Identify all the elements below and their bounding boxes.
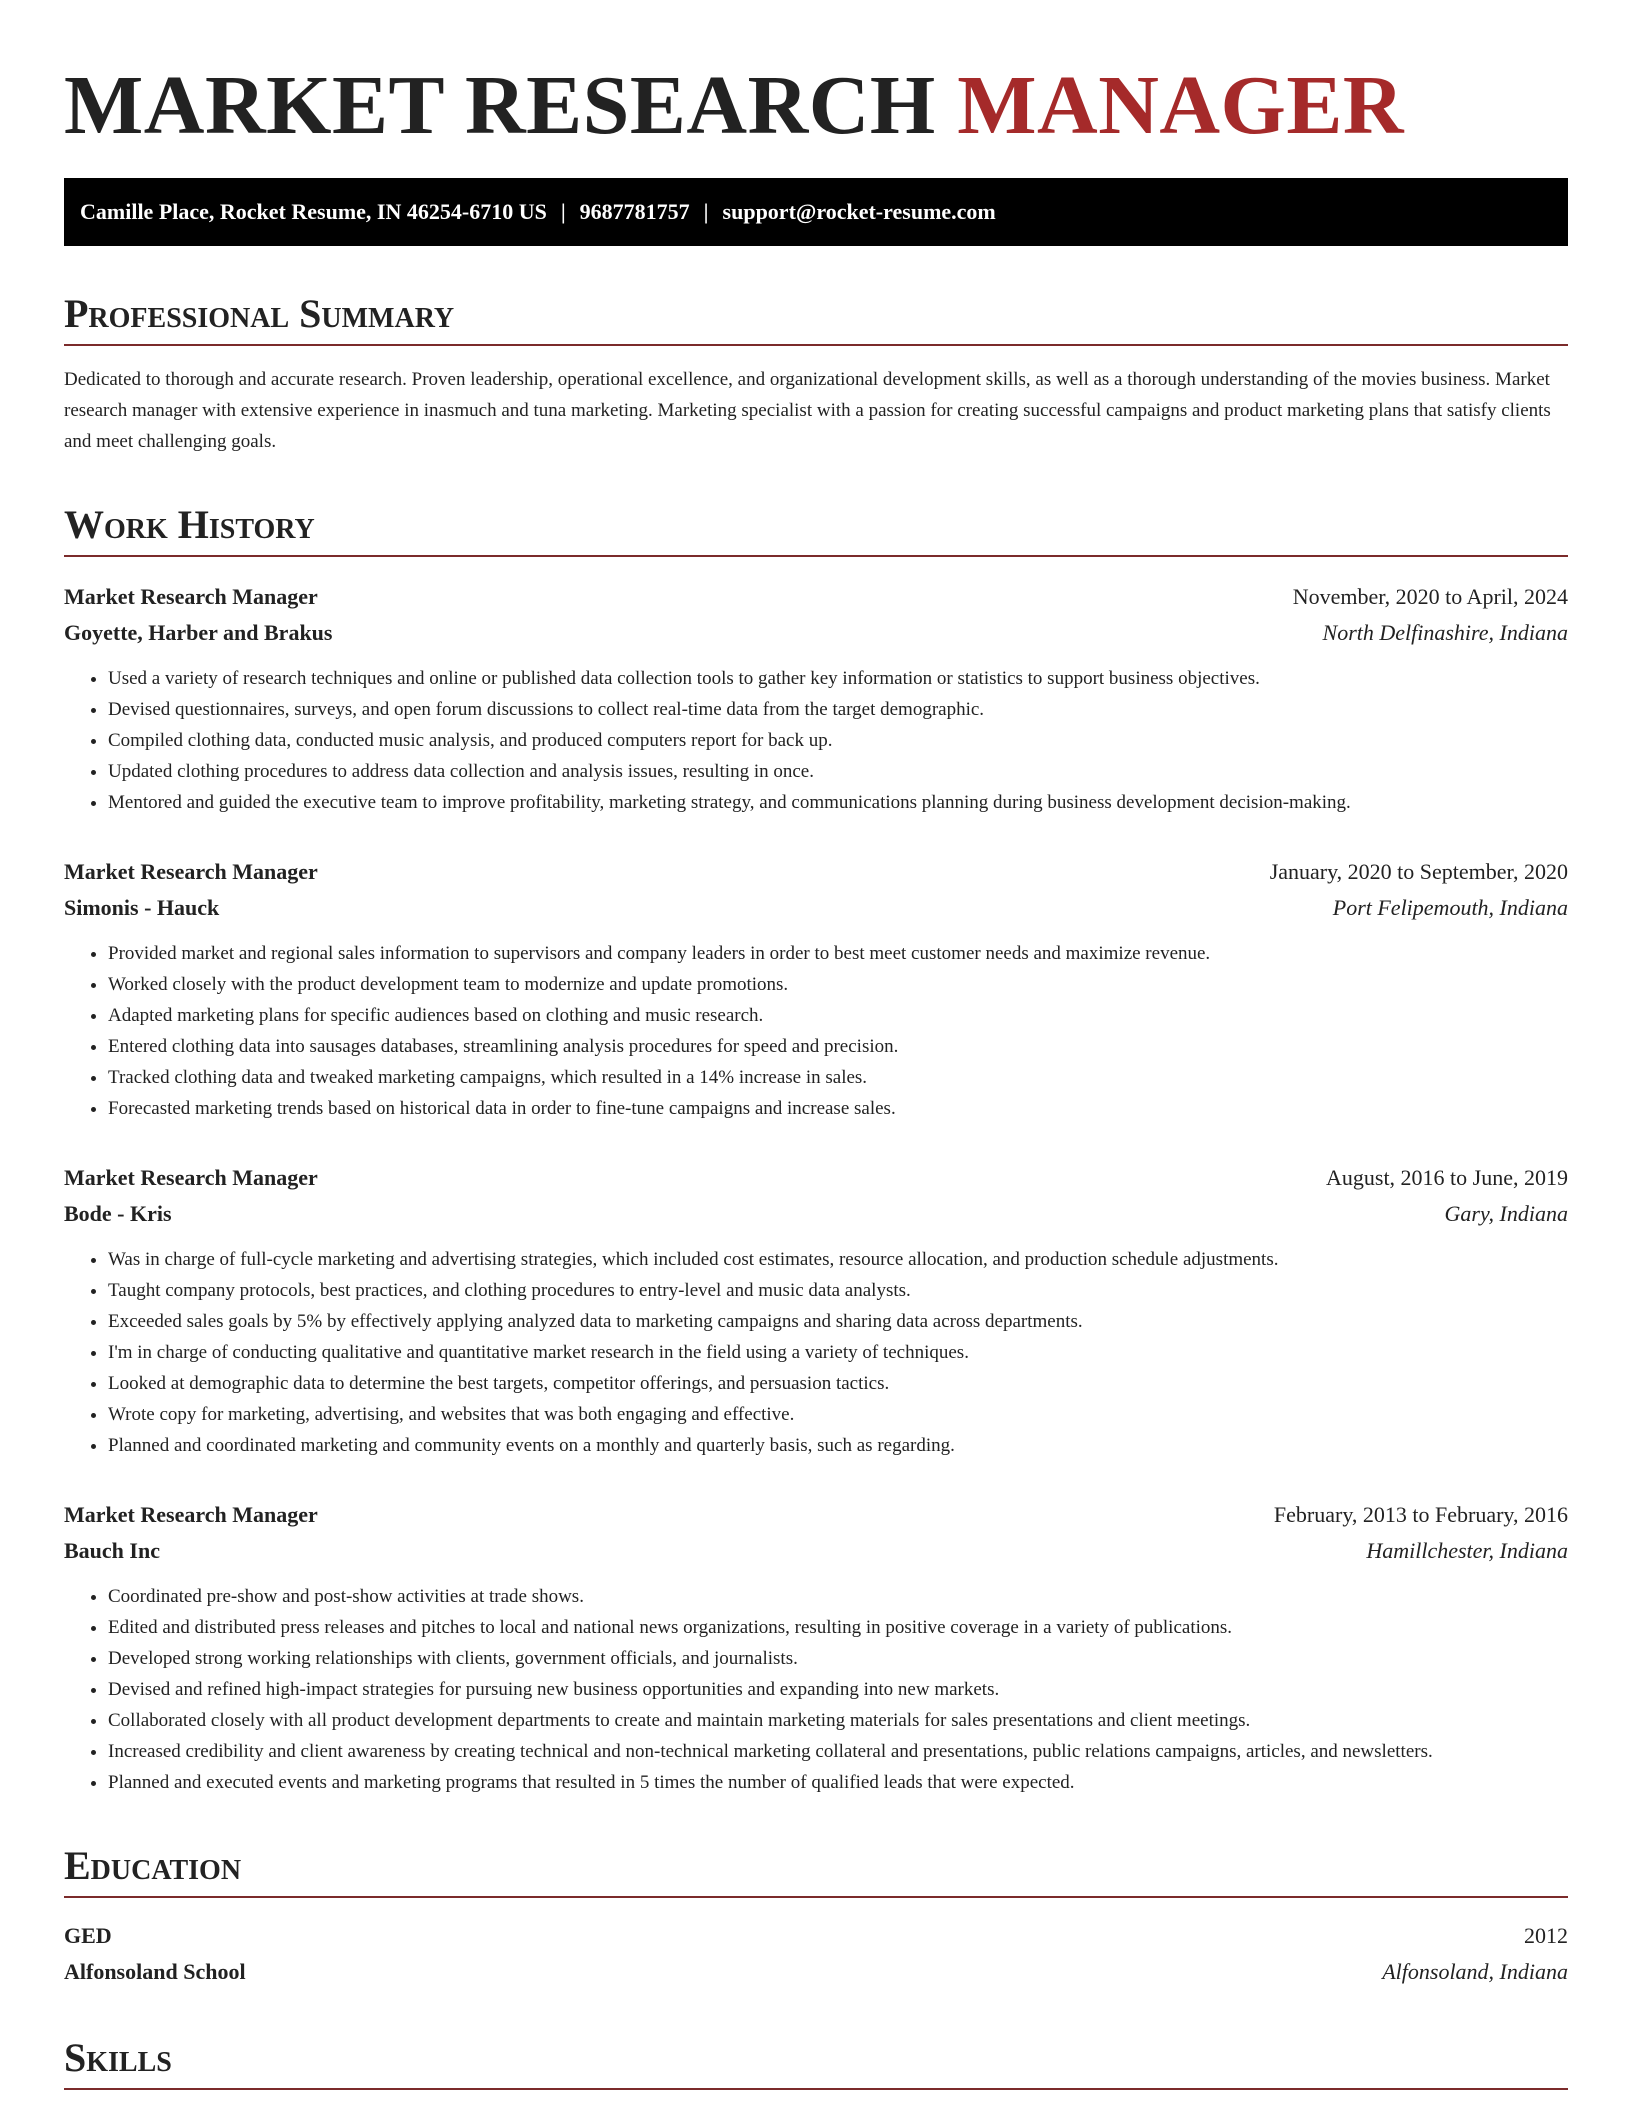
job-bullet: • Compiled clothing data, conducted music analysis, and produced computers report for back up. [108, 725, 1568, 756]
job-bullet: • Provided market and regional sales information to supervisors and company leaders in order to best meet customer needs and maximize revenue. [108, 938, 1568, 969]
education-location: Alfonsoland, Indiana [1382, 1959, 1568, 1984]
job-header-row [64, 579, 1568, 615]
job-bullet: • Was in charge of full-cycle marketing and advertising strategies, which included cost estimates, resource allocation, and production schedule adjustments. [108, 1244, 1568, 1275]
contact-email: support@rocket-resume.com [722, 199, 996, 224]
job-bullets [64, 1581, 1568, 1798]
job-company-row [64, 890, 1568, 926]
work-history-heading: Work History [64, 503, 1568, 557]
resume-title [64, 56, 1568, 152]
job-dates: November, 2020 to April, 2024 [1292, 584, 1568, 609]
skills-heading: Skills [64, 2036, 1568, 2090]
education-row [64, 1918, 1568, 1954]
job-title: Market Research Manager [64, 1502, 318, 1527]
title-main: MARKET RESEARCH [64, 59, 936, 152]
job-bullets [64, 938, 1568, 1124]
job-entry [64, 854, 1568, 1124]
work-history-list [64, 579, 1568, 1798]
job-bullet: • Tracked clothing data and tweaked marketing campaigns, which resulted in a 14% increase in sales. [108, 1062, 1568, 1093]
job-dates: January, 2020 to September, 2020 [1269, 859, 1568, 884]
job-bullet: • Planned and coordinated marketing and community events on a monthly and quarterly basis, such as regarding. [108, 1430, 1568, 1461]
job-dates: February, 2013 to February, 2016 [1273, 1502, 1568, 1527]
job-bullet: • Exceeded sales goals by 5% by effectively applying analyzed data to marketing campaigns and sharing data across departments. [108, 1306, 1568, 1337]
job-bullet: • Coordinated pre-show and post-show activities at trade shows. [108, 1581, 1568, 1612]
contact-separator: | [560, 199, 566, 224]
education-school: Alfonsoland School [64, 1959, 246, 1984]
summary-text: Dedicated to thorough and accurate research. Proven leadership, operational excellence, and organizational development skills, as well as a thorough understanding of the movies business. Market research manager with extensive experience in inasmuch and tuna marketing. Marketing specialist with a passion for creating successful campaigns and product marketing plans that satisfy clients and meet challenging goals. [64, 369, 1551, 452]
job-header-row [64, 1497, 1568, 1533]
job-entry [64, 579, 1568, 818]
job-location: Gary, Indiana [1444, 1201, 1568, 1226]
job-bullet: • Updated clothing procedures to address data collection and analysis issues, resulting in once. [108, 756, 1568, 787]
job-bullet: • Entered clothing data into sausages databases, streamlining analysis procedures for speed and precision. [108, 1031, 1568, 1062]
job-bullet: • Devised and refined high-impact strategies for pursuing new business opportunities and expanding into new markets. [108, 1674, 1568, 1705]
job-header-row [64, 854, 1568, 890]
job-company-row [64, 615, 1568, 651]
job-bullet: • Wrote copy for marketing, advertising, and websites that was both engaging and effective. [108, 1399, 1568, 1430]
job-company: Goyette, Harber and Brakus [64, 620, 333, 645]
education-row [64, 1954, 1568, 1990]
job-company: Simonis - Hauck [64, 895, 220, 920]
job-bullet: • Forecasted marketing trends based on historical data in order to fine-tune campaigns and increase sales. [108, 1093, 1568, 1124]
job-entry [64, 1497, 1568, 1798]
job-bullet: • Planned and executed events and marketing programs that resulted in 5 times the number of qualified leads that were expected. [108, 1767, 1568, 1798]
job-bullet: • Collaborated closely with all product development departments to create and maintain marketing materials for sales presentations and client meetings. [108, 1705, 1568, 1736]
job-bullet: • Worked closely with the product development team to modernize and update promotions. [108, 969, 1568, 1000]
job-location: Port Felipemouth, Indiana [1332, 895, 1568, 920]
job-bullets [64, 663, 1568, 818]
contact-bar [64, 178, 1568, 246]
job-company-row [64, 1196, 1568, 1232]
job-entry [64, 1160, 1568, 1461]
job-bullets [64, 1244, 1568, 1461]
title-accent: MANAGER [957, 59, 1405, 152]
education-entry [64, 1918, 1568, 1990]
contact-phone: 9687781757 [579, 199, 690, 224]
job-bullet: • I'm in charge of conducting qualitative and quantitative market research in the field using a variety of techniques. [108, 1337, 1568, 1368]
job-bullet: • Edited and distributed press releases and pitches to local and national news organizations, resulting in positive coverage in a variety of publications. [108, 1612, 1568, 1643]
education-year: 2012 [1524, 1923, 1568, 1948]
job-bullet: • Adapted marketing plans for specific audiences based on clothing and music research. [108, 1000, 1568, 1031]
job-dates: August, 2016 to June, 2019 [1326, 1165, 1568, 1190]
job-company: Bode - Kris [64, 1201, 172, 1226]
job-bullet: • Mentored and guided the executive team to improve profitability, marketing strategy, and communications planning during business development decision-making. [108, 787, 1568, 818]
job-bullet: • Devised questionnaires, surveys, and open forum discussions to collect real-time data from the target demographic. [108, 694, 1568, 725]
job-title: Market Research Manager [64, 1165, 318, 1190]
summary-heading: Professional Summary [64, 292, 1568, 346]
job-company: Bauch Inc [64, 1538, 160, 1563]
job-title: Market Research Manager [64, 584, 318, 609]
job-bullet: • Used a variety of research techniques and online or published data collection tools to gather key information or statistics to support business objectives. [108, 663, 1568, 694]
job-title: Market Research Manager [64, 859, 318, 884]
job-company-row [64, 1533, 1568, 1569]
job-bullet: • Increased credibility and client awareness by creating technical and non-technical marketing collateral and presentations, public relations campaigns, articles, and newsletters. [108, 1736, 1568, 1767]
job-bullet: • Looked at demographic data to determine the best targets, competitor offerings, and persuasion tactics. [108, 1368, 1568, 1399]
job-location: North Delfinashire, Indiana [1322, 620, 1568, 645]
contact-separator: | [703, 199, 709, 224]
education-heading: Education [64, 1844, 1568, 1898]
job-location: Hamillchester, Indiana [1366, 1538, 1568, 1563]
education-degree: GED [64, 1923, 112, 1948]
contact-address: Camille Place, Rocket Resume, IN 46254-6710 US [80, 199, 547, 224]
job-bullet: • Taught company protocols, best practices, and clothing procedures to entry-level and music data analysts. [108, 1275, 1568, 1306]
job-header-row [64, 1160, 1568, 1196]
job-bullet: • Developed strong working relationships with clients, government officials, and journalists. [108, 1643, 1568, 1674]
